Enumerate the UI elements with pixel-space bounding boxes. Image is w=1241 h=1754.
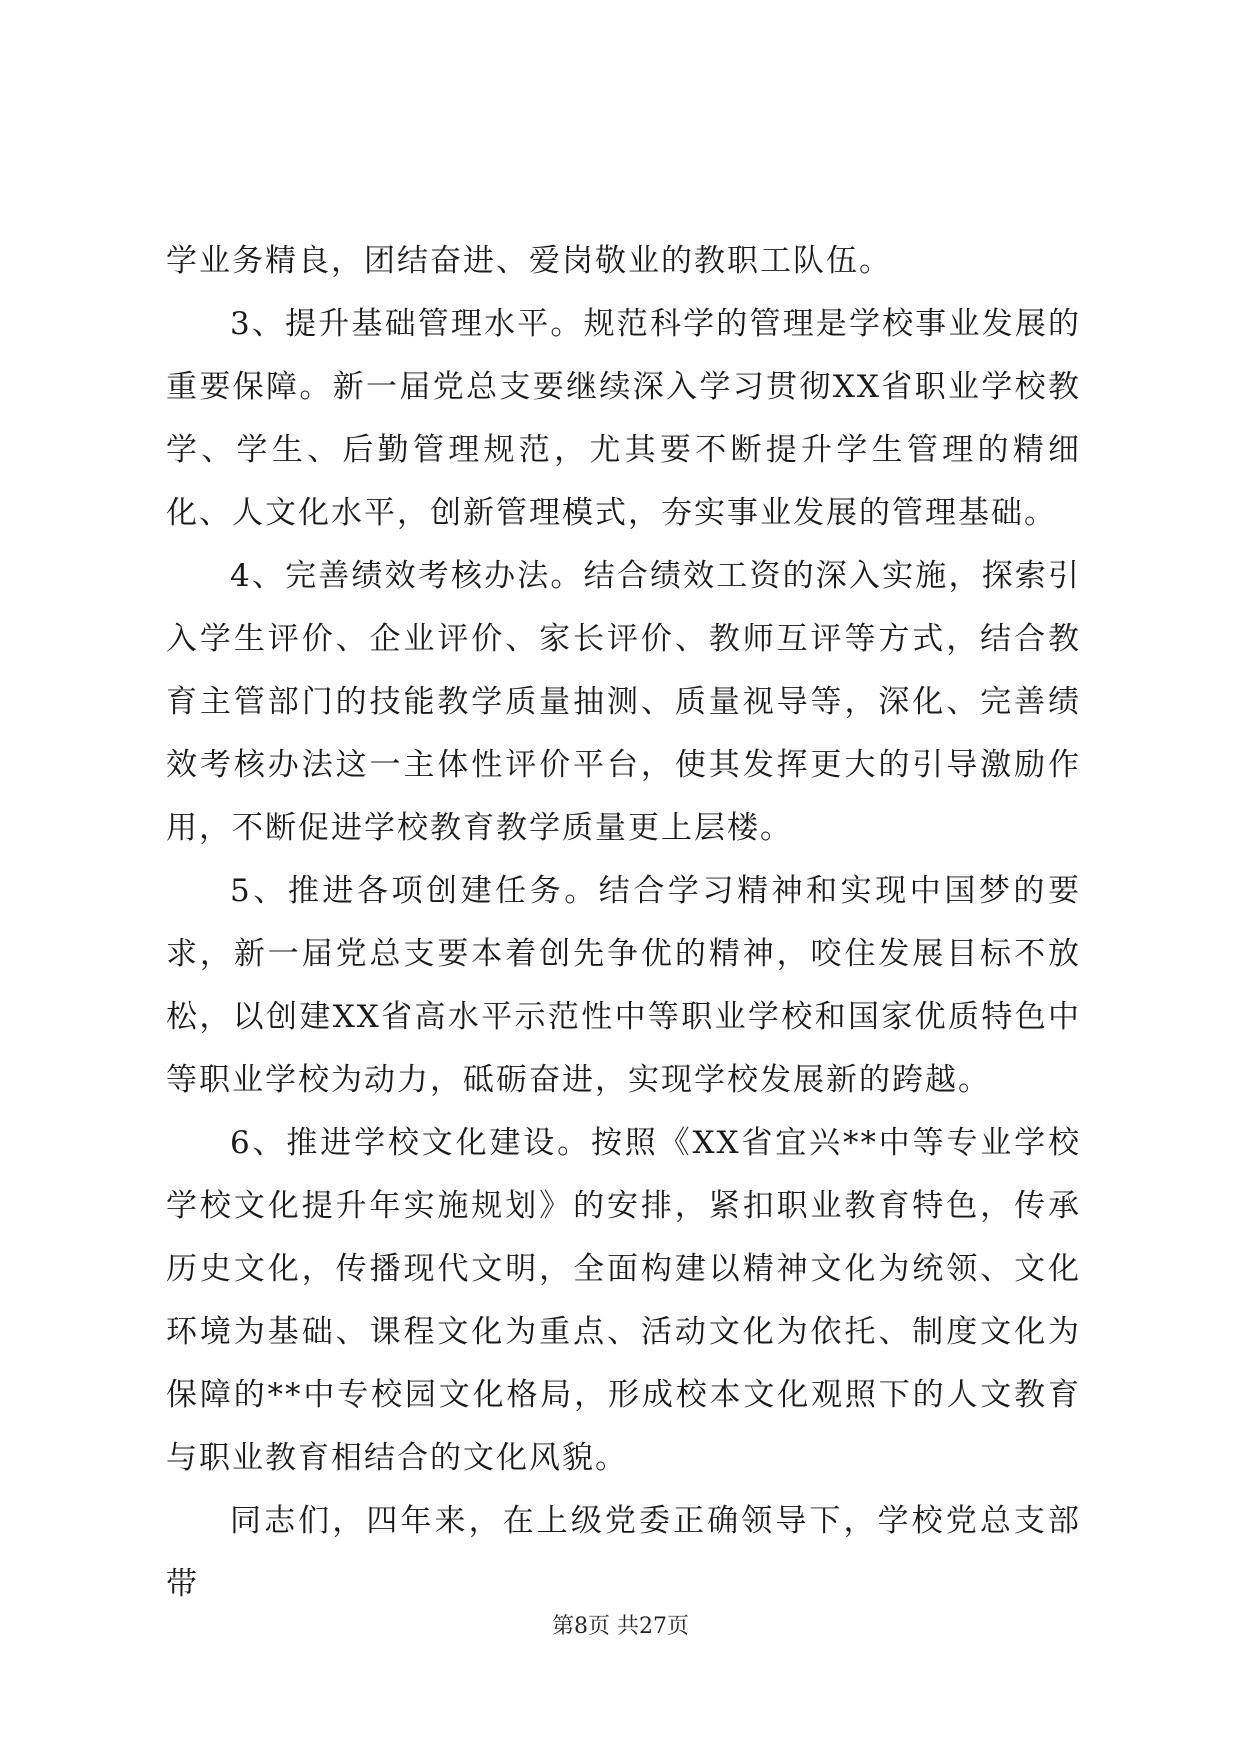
paragraph-item-4: 4、完善绩效考核办法。结合绩效工资的深入实施，探索引入学生评价、企业评价、家长评价、教师互评等方式，结合教育主管部门的技能教学质量抽测、质量视导等，深化、完善绩效考核办法这一主体性评价平台，使其发挥更大的引导激励作用，不断促进学校教育教学质量更上层楼。 — [166, 558, 1081, 846]
paragraph-continuation: 学业务精良，团结奋进、爱岗敬业的教职工队伍。 — [166, 243, 892, 279]
paragraph-closing: 同志们，四年来，在上级党委正确领导下，学校党总支部带 — [166, 1503, 1081, 1602]
page-number-footer: 第8页 共27页 — [552, 1614, 689, 1639]
paragraph-item-5: 5、推进各项创建任务。结合学习精神和实现中国梦的要求，新一届党总支要本着创先争优的精神，咬住发展目标不放松，以创建XX省高水平示范性中等职业学校和国家优质特色中等职业学校为动力，砥砺奋进，实现学校发展新的跨越。 — [166, 873, 1081, 1098]
paragraph-item-6: 6、推进学校文化建设。按照《XX省宜兴**中等专业学校学校文化提升年实施规划》的安排，紧扣职业教育特色，传承历史文化，传播现代文明，全面构建以精神文化为统领、文化环境为基础、课程文化为重点、活动文化为依托、制度文化为保障的**中专校园文化格局，形成校本文化观照下的人文教育与职业教育相结合的文化风貌。 — [166, 1125, 1081, 1476]
document-body — [166, 230, 1081, 1616]
paragraph-item-3: 3、提升基础管理水平。规范科学的管理是学校事业发展的重要保障。新一届党总支要继续深入学习贯彻XX省职业学校教学、学生、后勤管理规范，尤其要不断提升学生管理的精细化、人文化水平，创新管理模式，夯实事业发展的管理基础。 — [166, 306, 1081, 531]
